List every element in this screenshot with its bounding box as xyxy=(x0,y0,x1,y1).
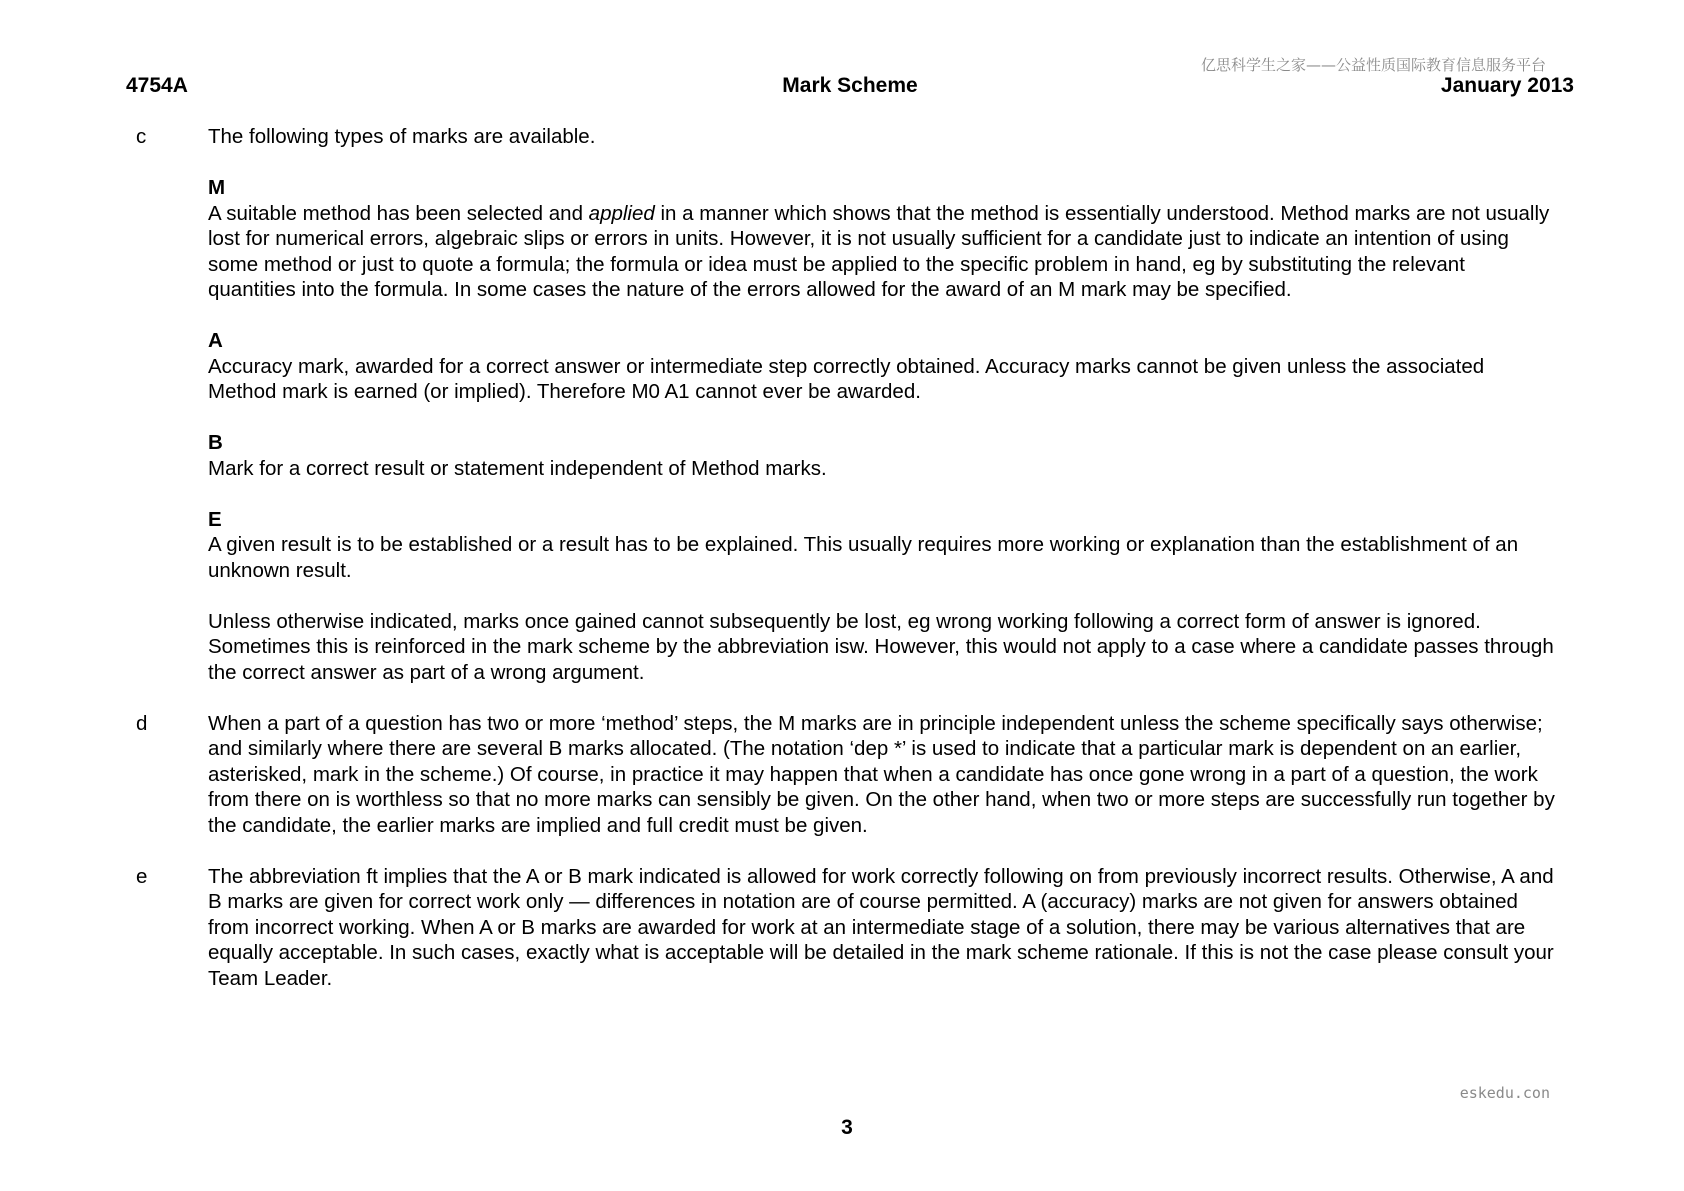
item-letter: c xyxy=(136,125,147,148)
item-body xyxy=(208,864,1556,992)
mark-type-e-text: A given result is to be established or a result has to be explained. This usually requires more working or explanation than the establishment of an unknown result. xyxy=(208,533,1519,582)
exam-date: January 2013 xyxy=(1440,74,1574,97)
mark-type-a-text: Accuracy mark, awarded for a correct answer or intermediate step correctly obtained. Accuracy marks cannot be given unless the associated Method mark is earned (or implied). Therefore M0 A1 cannot ever be awarded. xyxy=(208,354,1485,403)
mark-type-a-heading: A xyxy=(208,329,223,352)
watermark-top-text: 亿思科学生之家——公益性质国际教育信息服务平台 xyxy=(1200,56,1546,74)
mark-type-m-heading: M xyxy=(208,176,226,199)
mark-type-b-heading: B xyxy=(208,431,223,454)
item-e xyxy=(136,864,1556,992)
item-c xyxy=(136,124,1556,685)
watermark-bottom-text: eskedu.con xyxy=(1459,1084,1550,1102)
item-body xyxy=(208,711,1556,839)
mark-type-e-heading: E xyxy=(208,507,222,531)
item-letter: d xyxy=(136,711,148,735)
paper-code: 4754A xyxy=(126,74,188,97)
item-body xyxy=(208,124,1556,685)
mark-type-b-text: Mark for a correct result or statement independent of Method marks. xyxy=(208,456,827,480)
item-d-text: When a part of a question has two or more ‘method’ steps, the M marks are in principle independent unless the scheme specifically says otherwise; and similarly where there are several B marks allocated. (The notation ‘dep *’ is used to indicate that a particular mark is dependent on an earlier, asterisked, mark in the scheme.) Of course, in practice it may happen that when a candidate has once gone wrong in a part of a question, the work from there on is worthless so that no more marks can sensibly be given. On the other hand, when two or more steps are successfully run together by the candidate, the earlier marks are implied and full credit must be given. xyxy=(208,711,1555,837)
page-title: Mark Scheme xyxy=(782,74,918,97)
item-c-intro: The following types of marks are available. xyxy=(208,125,596,148)
mark-scheme-content xyxy=(136,124,1556,991)
item-e-text: The abbreviation ft implies that the A or B mark indicated is allowed for work correctly following on from previously incorrect results. Otherwise, A and B marks are given for correct work only — differences in notation are of course permitted. A (accuracy) marks are not given for answers obtained from incorrect working. When A or B marks are awarded for work at an intermediate stage of a solution, there may be various alternatives that are equally acceptable. In such cases, exactly what is acceptable will be detailed in the mark scheme rationale. If this is not the case please consult your Team Leader. xyxy=(208,864,1554,990)
page-header xyxy=(126,74,1574,100)
item-letter: e xyxy=(136,864,148,888)
mark-type-m-text: A suitable method has been selected and applied in a manner which shows that the method is essentially understood. Method marks are not usually lost for numerical errors, algebraic slips or errors in units. However, it is not usually sufficient for a candidate just to indicate an intention of using some method or just to quote a formula; the formula or idea must be applied to the specific problem in hand, eg by substituting the relevant quantities into the formula. In some cases the nature of the errors allowed for the award of an M mark may be specified. xyxy=(208,201,1550,301)
item-d xyxy=(136,711,1556,839)
item-c-closing: Unless otherwise indicated, marks once gained cannot subsequently be lost, eg wrong working following a correct form of answer is ignored. Sometimes this is reinforced in the mark scheme by the abbreviation isw. However, this would not apply to a case where a candidate passes through the correct answer as part of a wrong argument. xyxy=(208,609,1554,684)
page-number: 3 xyxy=(841,1116,853,1139)
